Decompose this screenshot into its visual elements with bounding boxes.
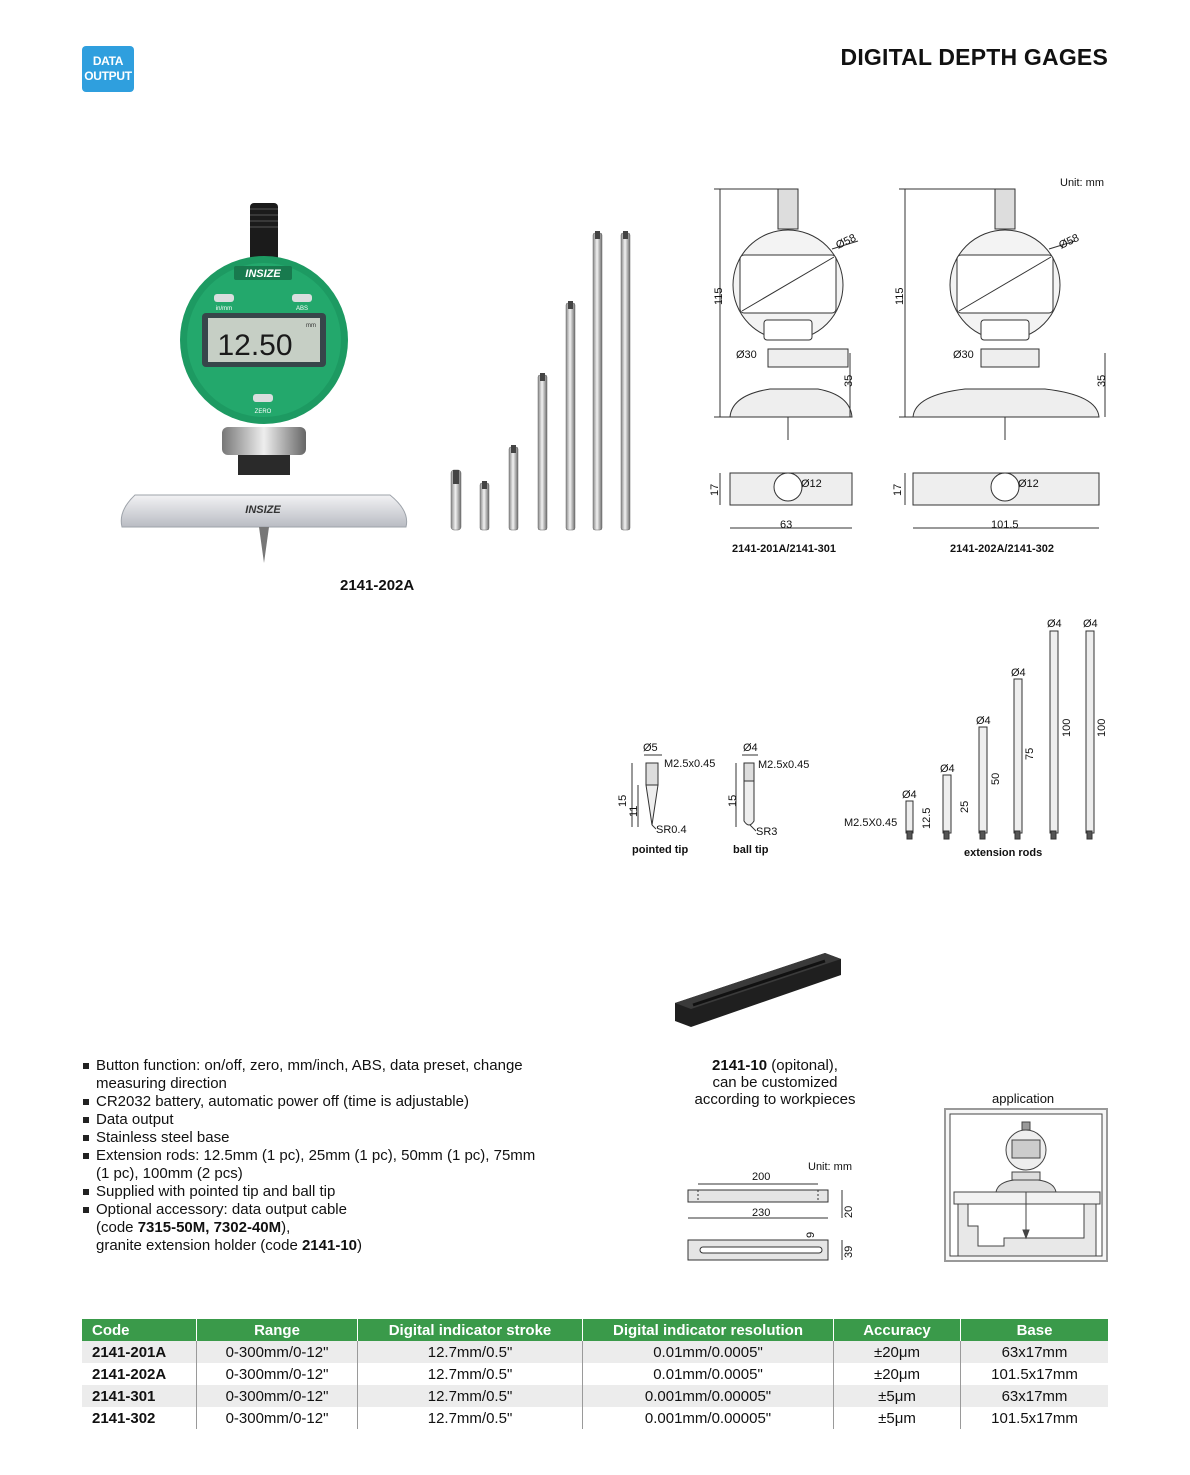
rod-thread: M2.5X0.45 xyxy=(844,817,898,829)
ball-thread: M2.5x0.45 xyxy=(758,759,810,771)
cell-base: 63x17mm xyxy=(961,1341,1109,1363)
lcd-value: 12.50 xyxy=(217,329,293,362)
cell-code: 2141-201A xyxy=(82,1341,197,1363)
dim-dia-left: Ø58 xyxy=(834,232,859,252)
holder-dim-39: 39 xyxy=(843,1245,855,1258)
table-row xyxy=(82,1341,1108,1363)
accessory-caption xyxy=(640,1057,910,1108)
dim-stem-left: Ø30 xyxy=(736,349,757,361)
cell-code: 2141-302 xyxy=(82,1407,197,1429)
dim-width-left: 63 xyxy=(780,519,793,531)
features-list xyxy=(82,1057,552,1255)
feature-item-optional xyxy=(82,1201,552,1255)
feature-item: CR2032 battery, automatic power off (time is adjustable) xyxy=(82,1093,552,1111)
feature-item: Supplied with pointed tip and ball tip xyxy=(82,1183,552,1201)
badge-line-2: OUTPUT xyxy=(84,69,132,83)
drawing-caption-right: 2141-202A/2141-302 xyxy=(950,543,1054,555)
dimension-drawing-left xyxy=(700,185,865,535)
holder-dimension-drawing xyxy=(680,1158,865,1268)
dim-height-left: 115 xyxy=(713,287,725,305)
cell-base: 101.5x17mm xyxy=(961,1363,1109,1385)
rod-dia-6: Ø4 xyxy=(1083,618,1098,630)
feature-item: Data output xyxy=(82,1111,552,1129)
rod-len-4: 75 xyxy=(1024,747,1036,760)
cell-accuracy: ±5μm xyxy=(834,1385,961,1407)
extension-rods-caption: extension rods xyxy=(964,847,1043,859)
knurled-collar xyxy=(222,427,306,455)
rod-len-5: 100 xyxy=(1061,718,1073,737)
accessory-line-3: according to workpieces xyxy=(694,1091,856,1108)
cell-stroke: 12.7mm/0.5" xyxy=(358,1407,583,1429)
badge-line-1: DATA xyxy=(92,54,124,68)
holder-dim-200: 200 xyxy=(752,1171,771,1183)
col-accuracy: Accuracy xyxy=(834,1319,961,1341)
rod-50 xyxy=(538,375,547,530)
data-output-badge xyxy=(82,46,134,92)
dim-base-h-left: 35 xyxy=(843,374,855,387)
rod-dia-2: Ø4 xyxy=(940,763,955,775)
cell-resolution: 0.01mm/0.0005" xyxy=(583,1341,834,1363)
pointed-tip xyxy=(259,527,269,563)
dim-hole-left: Ø12 xyxy=(801,478,822,490)
col-stroke: Digital indicator stroke xyxy=(358,1319,583,1341)
rod-75 xyxy=(566,303,575,530)
rod-dia-5: Ø4 xyxy=(1047,618,1062,630)
depth-gage-photo xyxy=(110,195,420,575)
dim-hole-right: Ø12 xyxy=(1018,478,1039,490)
cell-range: 0-300mm/0-12" xyxy=(197,1341,358,1363)
inmm-label: in/mm xyxy=(215,306,233,312)
cell-resolution: 0.001mm/0.00005" xyxy=(583,1407,834,1429)
cell-accuracy: ±5μm xyxy=(834,1407,961,1429)
tips-drawing xyxy=(610,735,810,840)
rod-100-a xyxy=(593,233,602,530)
rod-len-2: 25 xyxy=(959,800,971,813)
dimension-drawing-right xyxy=(885,185,1110,535)
cell-code: 2141-301 xyxy=(82,1385,197,1407)
opt-cable-codes: 7315-50M, 7302-40M xyxy=(137,1219,282,1236)
abs-label: ABS xyxy=(295,306,309,312)
holder-dim-20: 20 xyxy=(843,1205,855,1218)
opt-holder-code: 2141-10 xyxy=(301,1237,358,1254)
rod-100-b xyxy=(621,233,630,530)
rod-len-1: 12.5 xyxy=(921,807,933,829)
pointed-dia: Ø5 xyxy=(643,742,658,754)
dim-width-right: 101.5 xyxy=(991,519,1019,531)
col-resolution: Digital indicator resolution xyxy=(583,1319,834,1341)
pointed-h1: 15 xyxy=(617,794,629,807)
cell-range: 0-300mm/0-12" xyxy=(197,1385,358,1407)
accessory-code: 2141-10 xyxy=(712,1057,768,1074)
pointed-radius: SR0.4 xyxy=(656,824,687,836)
zero-label: ZERO xyxy=(254,409,272,415)
dim-dia-right: Ø58 xyxy=(1057,232,1082,252)
table-header-row xyxy=(82,1319,1108,1341)
col-base: Base xyxy=(961,1319,1109,1341)
cell-stroke: 12.7mm/0.5" xyxy=(358,1341,583,1363)
lcd-unit: mm xyxy=(306,323,316,329)
inmm-button[interactable] xyxy=(214,294,234,302)
drawing-unit: Unit: mm xyxy=(1060,177,1104,189)
feature-item: Stainless steel base xyxy=(82,1129,552,1147)
cell-accuracy: ±20μm xyxy=(834,1363,961,1385)
rod-dia-4: Ø4 xyxy=(1011,667,1026,679)
opt-text-a: Optional accessory: data output cable xyxy=(96,1201,347,1218)
rod-dia-1: Ø4 xyxy=(902,789,917,801)
accessory-optional: (opitonal), xyxy=(767,1057,838,1074)
pointed-tip-caption: pointed tip xyxy=(632,844,689,856)
photo-caption: 2141-202A xyxy=(340,577,415,594)
cell-resolution: 0.001mm/0.00005" xyxy=(583,1385,834,1407)
opt-text-d: ), xyxy=(281,1219,291,1236)
dim-base-h-right: 35 xyxy=(1096,374,1108,387)
page-title: DIGITAL DEPTH GAGES xyxy=(840,44,1108,70)
zero-button[interactable] xyxy=(253,394,273,402)
ball-dia: Ø4 xyxy=(743,742,758,754)
accessory-line-2: can be customized xyxy=(712,1074,838,1091)
brand-text: INSIZE xyxy=(245,268,281,280)
pointed-h2: 11 xyxy=(628,805,640,817)
cell-range: 0-300mm/0-12" xyxy=(197,1363,358,1385)
spec-table xyxy=(82,1319,1108,1429)
application-caption: application xyxy=(992,1091,1055,1106)
rod-12-5 xyxy=(480,483,489,530)
extension-rods-photo xyxy=(440,225,640,535)
rod-25 xyxy=(509,447,518,530)
dim-thk-right: 17 xyxy=(892,483,904,496)
dim-height-right: 115 xyxy=(894,287,906,305)
holder-dim-9: 9 xyxy=(805,1231,817,1238)
holder-unit: Unit: mm xyxy=(808,1161,852,1173)
cell-code: 2141-202A xyxy=(82,1363,197,1385)
dim-stem-right: Ø30 xyxy=(953,349,974,361)
drawing-caption-left: 2141-201A/2141-301 xyxy=(732,543,836,555)
cell-resolution: 0.01mm/0.0005" xyxy=(583,1363,834,1385)
brand-logo xyxy=(234,266,292,280)
opt-text-g: ) xyxy=(357,1237,363,1254)
table-row xyxy=(82,1363,1108,1385)
opt-text-b: (code xyxy=(96,1219,138,1236)
cell-stroke: 12.7mm/0.5" xyxy=(358,1363,583,1385)
cell-accuracy: ±20μm xyxy=(834,1341,961,1363)
holder-dim-230: 230 xyxy=(752,1207,771,1219)
dim-thk-left: 17 xyxy=(709,483,721,496)
base-brand-text: INSIZE xyxy=(245,504,281,516)
abs-button[interactable] xyxy=(292,294,312,302)
granite-holder-photo xyxy=(665,945,850,1040)
feature-item: Extension rods: 12.5mm (1 pc), 25mm (1 pc), 50mm (1 pc), 75mm (1 pc), 100mm (2 pcs) xyxy=(82,1147,552,1183)
rod-len-3: 50 xyxy=(990,772,1002,785)
rod-dia-3: Ø4 xyxy=(976,715,991,727)
cell-base: 101.5x17mm xyxy=(961,1407,1109,1429)
col-code: Code xyxy=(82,1319,197,1341)
cell-base: 63x17mm xyxy=(961,1385,1109,1407)
table-row xyxy=(82,1407,1108,1429)
stem xyxy=(250,203,278,263)
rod-len-6: 100 xyxy=(1096,718,1108,737)
extension-rods-drawing xyxy=(840,615,1120,843)
feature-item: Button function: on/off, zero, mm/inch, ABS, data preset, change measuring direction xyxy=(82,1057,552,1093)
ball-tip-caption: ball tip xyxy=(733,844,769,856)
application-diagram xyxy=(944,1108,1109,1263)
opt-text-e: granite extension holder (code xyxy=(96,1237,302,1254)
cell-stroke: 12.7mm/0.5" xyxy=(358,1385,583,1407)
ball-h1: 15 xyxy=(727,794,739,807)
pointed-thread: M2.5x0.45 xyxy=(664,758,716,770)
col-range: Range xyxy=(197,1319,358,1341)
ball-radius: SR3 xyxy=(756,826,778,838)
cell-range: 0-300mm/0-12" xyxy=(197,1407,358,1429)
table-row xyxy=(82,1385,1108,1407)
